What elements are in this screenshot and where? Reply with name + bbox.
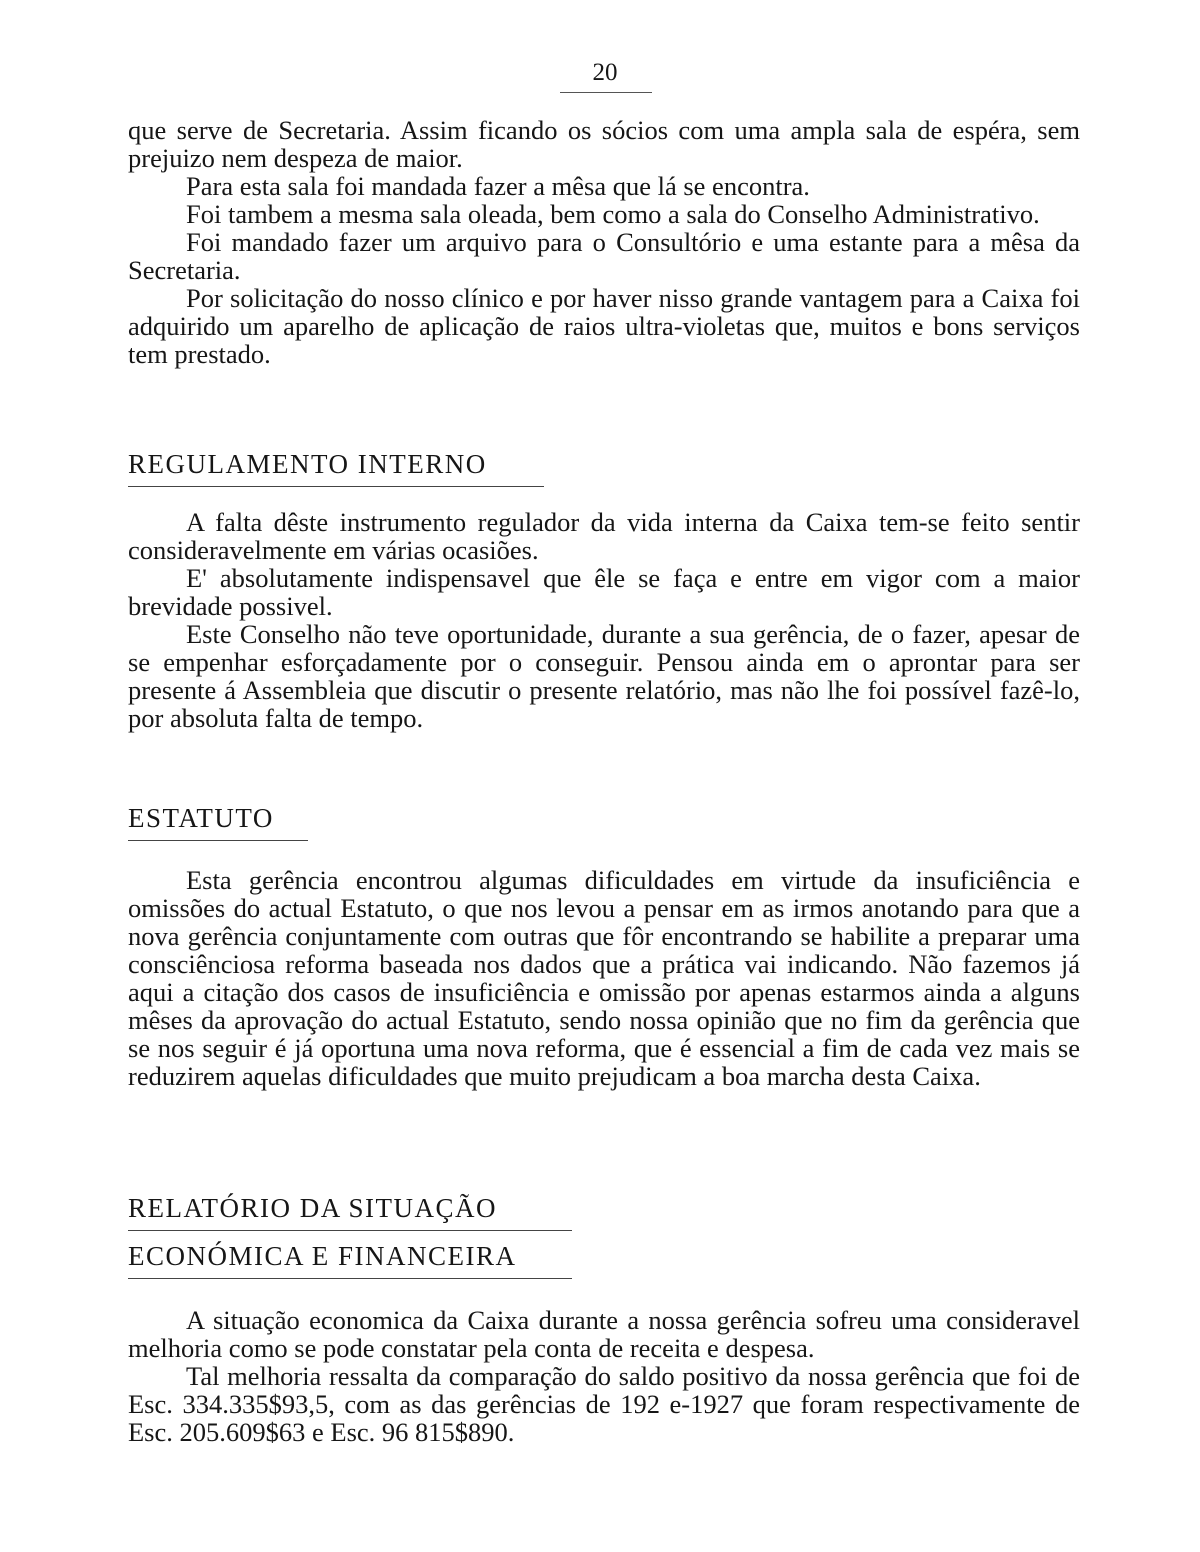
estatuto-text [128,866,1080,1090]
heading-underline [128,1230,572,1231]
paragraph: Tal melhoria ressalta da comparação do saldo positivo da nossa gerência que foi de Esc. 334.335$93,5, com as das gerências de 192 e-1927 que foram respectivamente de Esc. 205.609$63 e Esc. 96 815$890. [128,1361,1080,1447]
paragraph: Esta gerência encontrou algumas dificuldades em virtude da insuficiência e omissões do actual Estatuto, o que nos levou a pensar em as irmos anotando para que a nova gerência conjuntamente com outras que fôr encontrando se habilite a preparar uma consciênciosa reforma baseada nos dados que a prática vai indicando. Não fazemos já aqui a citação dos casos de insuficiência e omissão por apenas estarmos ainda a alguns mêses da aprovação do actual Estatuto, sendo nossa opinião que no fim da gerência que se nos seguir é já oportuna uma nova reforma, que é essencial a fim de cada vez mais se reduzirem aquelas dificuldades que muito prejudicam a boa marcha desta Caixa. [128,865,1080,1091]
paragraph: A situação economica da Caixa durante a nossa gerência sofreu uma consideravel melhoria como se pode constatar pela conta de receita e despesa. [128,1305,1080,1363]
paragraph: que serve de Secretaria. Assim ficando os sócios com uma ampla sala de espéra, sem prejuizo nem despeza de maior. [128,115,1080,173]
heading-underline [128,840,308,841]
paragraph: E' absolutamente indispensavel que êle se faça e entre em vigor com a maior brevidade possivel. [128,563,1080,621]
section-heading-relatorio-line1: RELATÓRIO DA SITUAÇÃO [128,1193,497,1223]
intro-text [128,116,1080,368]
heading-underline [128,1278,572,1279]
paragraph: A falta dêste instrumento regulador da vida interna da Caixa tem-se feito sentir consideravelmente em várias ocasiões. [128,507,1080,565]
page-number-rule [560,92,652,93]
section-heading-regulamento: REGULAMENTO INTERNO [128,449,487,479]
page-number: 20 [592,59,618,86]
section-heading-relatorio-line2: ECONÓMICA E FINANCEIRA [128,1241,517,1271]
section-heading-estatuto: ESTATUTO [128,803,274,833]
paragraph: Para esta sala foi mandada fazer a mêsa que lá se encontra. [186,171,810,201]
relatorio-text [128,1306,1080,1446]
paragraph: Foi mandado fazer um arquivo para o Consultório e uma estante para a mêsa da Secretaria. [128,227,1080,285]
paragraph: Por solicitação do nosso clínico e por haver nisso grande vantagem para a Caixa foi adquirido um aparelho de aplicação de raios ultra-violetas que, muitos e bons serviços tem prestado. [128,283,1080,369]
paragraph: Este Conselho não teve oportunidade, durante a sua gerência, de o fazer, apesar de se empenhar esforçadamente por o conseguir. Pensou ainda em o aprontar para ser presente á Assembleia que discutir o presente relatório, mas não lhe foi possível fazê-lo, por absoluta falta de tempo. [128,619,1080,733]
heading-underline [128,486,544,487]
paragraph: Foi tambem a mesma sala oleada, bem como a sala do Conselho Administrativo. [186,199,1040,229]
regulamento-text [128,508,1080,732]
